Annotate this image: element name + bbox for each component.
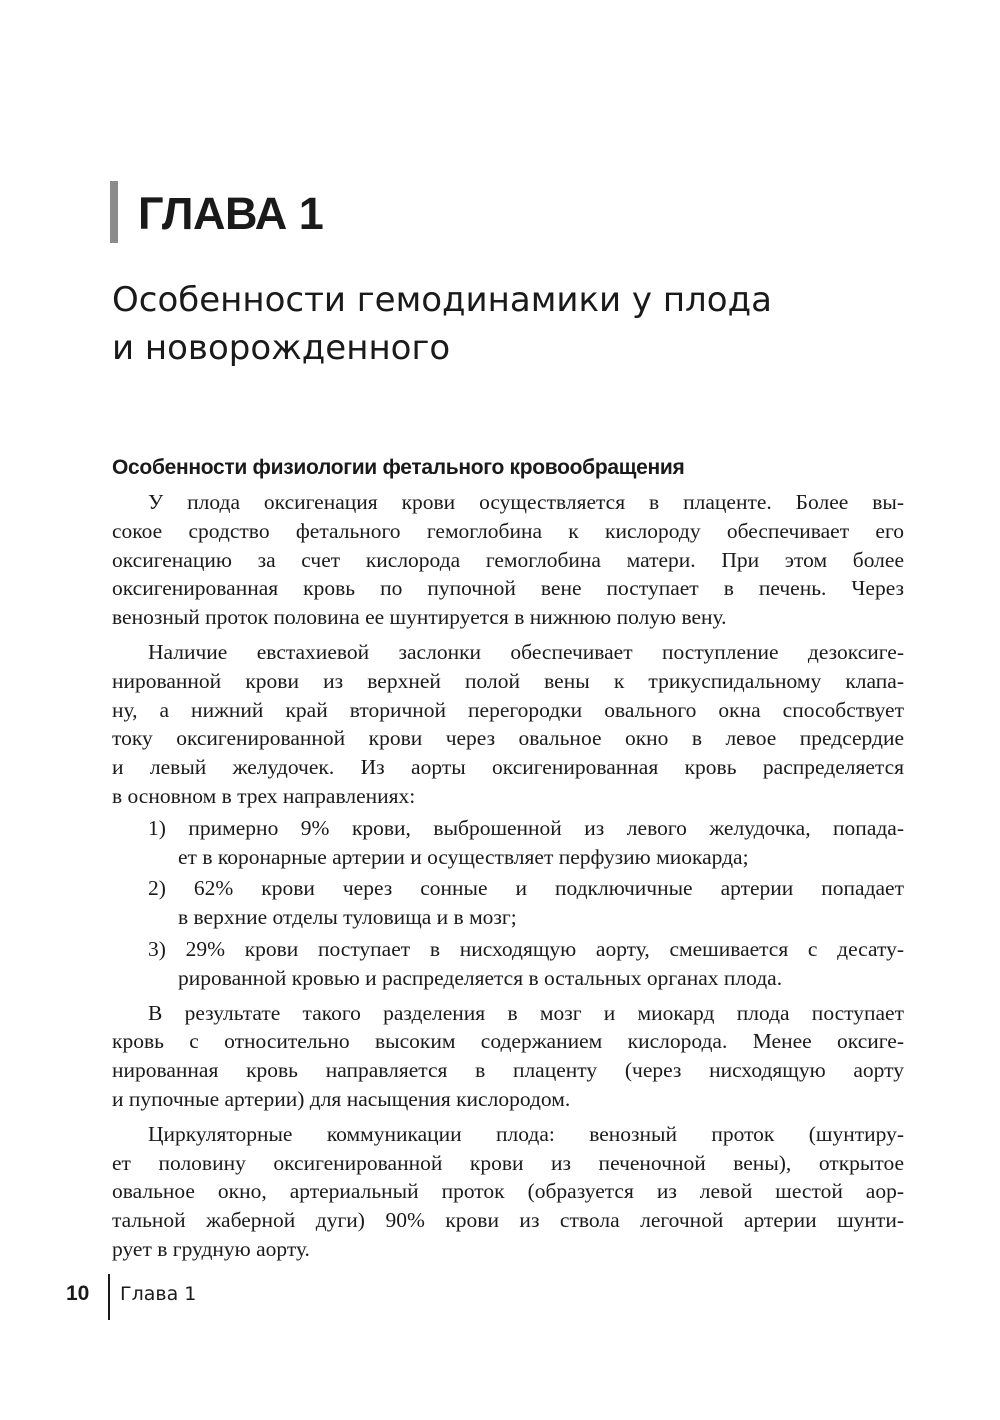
chapter-title-line: Особенности гемодинамики у плода: [112, 280, 772, 320]
text-line: ну, а нижний край вторичной перегородки овального окна способствует: [112, 697, 904, 722]
text-line: Циркуляторные коммуникации плода: венозный проток (шунтиру-: [148, 1121, 904, 1146]
text-line: в верхние отделы туловища и в мозг;: [178, 905, 517, 930]
text-line: венозный проток половина ее шунтируется в нижнюю полую вену.: [112, 605, 727, 630]
paragraph: [112, 488, 904, 632]
text-line: рированной кровью и распределяется в остальных органах плода.: [178, 965, 783, 990]
text-line: кровь с относительно высоким содержанием кислорода. Менее оксиге-: [112, 1029, 904, 1054]
chapter-label: ГЛАВА 1: [138, 188, 324, 239]
text-line: ет в коронарные артерии и осуществляет перфузию миокарда;: [178, 844, 749, 869]
paragraph: [112, 638, 904, 811]
text-line: оксигенацию за счет кислорода гемоглобина матери. При этом более: [112, 547, 904, 572]
numbered-list: [112, 814, 904, 993]
list-item: [112, 814, 904, 872]
text-line: 3) 29% крови поступает в нисходящую аорту, смешивается с десату-: [148, 936, 904, 961]
text-line: овальное окно, артериальный проток (образуется из левой шестой аор-: [112, 1179, 904, 1204]
text-line: В результате такого разделения в мозг и миокард плода поступает: [148, 1000, 904, 1025]
list-item: [112, 874, 904, 932]
body-text: [112, 488, 904, 1264]
text-line: и пупочные артерии) для насыщения кислородом.: [112, 1086, 571, 1111]
paragraph: [112, 1120, 904, 1264]
text-line: току оксигенированной крови через овальное окно в левое предсердие: [112, 726, 904, 751]
footer-divider: [108, 1274, 110, 1320]
page-number: 10: [66, 1282, 90, 1305]
text-line: 1) примерно 9% крови, выброшенной из левого желудочка, попада-: [148, 815, 904, 840]
text-line: ет половину оксигенированной крови из печеночной вены), открытое: [112, 1150, 904, 1175]
chapter-accent-bar: [110, 181, 118, 243]
text-line: рует в грудную аорту.: [112, 1236, 310, 1261]
running-chapter-title: Глава 1: [120, 1283, 197, 1305]
text-line: нированной крови из верхней полой вены к трикуспидальному клапа-: [112, 668, 904, 693]
list-item: [112, 935, 904, 993]
paragraph: [112, 999, 904, 1114]
text-line: 2) 62% крови через сонные и подключичные артерии попадает: [148, 876, 904, 901]
section-heading: Особенности физиологии фетального кровообращения: [112, 456, 685, 479]
text-line: сокое сродство фетального гемоглобина к кислороду обеспечивает его: [112, 518, 904, 543]
text-line: оксигенированная кровь по пупочной вене поступает в печень. Через: [112, 576, 904, 601]
text-line: нированная кровь направляется в плаценту (через нисходящую аорту: [112, 1058, 904, 1083]
text-line: и левый желудочек. Из аорты оксигенированная кровь распределяется: [112, 755, 904, 780]
chapter-title-line: и новорожденного: [112, 328, 451, 368]
chapter-title: [112, 276, 912, 372]
text-line: У плода оксигенация крови осуществляется в плаценте. Более вы-: [148, 490, 904, 514]
text-line: Наличие евстахиевой заслонки обеспечивает поступление дезоксиге-: [148, 639, 904, 664]
text-line: в основном в трех направлениях:: [112, 783, 416, 808]
text-line: тальной жаберной дуги) 90% крови из ствола легочной артерии шунти-: [112, 1208, 904, 1233]
